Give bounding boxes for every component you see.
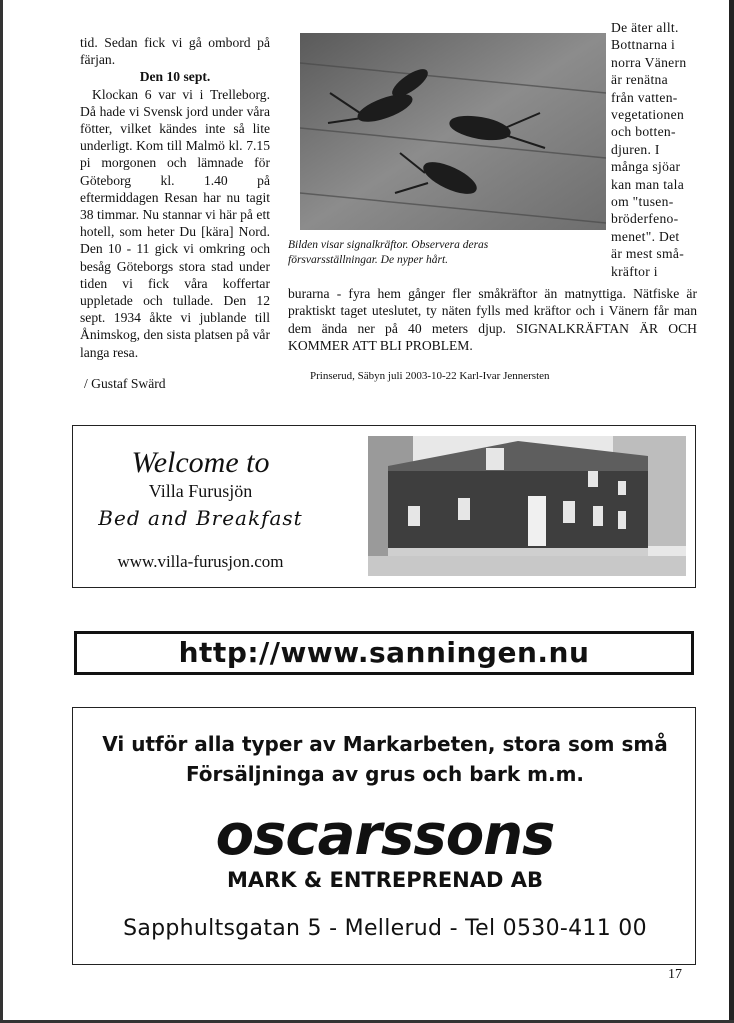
text-line: och botten- xyxy=(611,124,676,140)
article-paragraph: burarna - fyra hem gånger fler småkräftor än matnyttiga. Nätfiske är praktiskt taget uteslutet, ty näten fylls med kräftor och i Vänern får man dem ända ner på 40 meters djup. SIGNALKRÄFTAN ÄR OCH KOMMER ATT BLI PROBLEM. xyxy=(288,286,697,354)
sanningen-banner xyxy=(74,631,694,675)
article-signature: / Gustaf Swärd xyxy=(84,375,166,391)
text-line: vegetationen xyxy=(611,107,685,123)
text-line: kan man tala xyxy=(611,176,685,192)
scan-edge-left xyxy=(0,0,3,1023)
text-line: om "tusen- xyxy=(611,194,674,210)
text-line: från vatten- xyxy=(611,89,678,105)
ad-headline-2: Försäljninga av grus och bark m.m. xyxy=(185,762,585,786)
text-line: är renätna xyxy=(611,72,668,88)
text-line: De äter allt. xyxy=(611,20,679,35)
text-line: kräftor i xyxy=(611,263,658,279)
photo-caption: Bilden visar signalkräftor. Observera deras försvarsställningar. De nyper hårt. xyxy=(288,239,489,266)
oscarssons-ad xyxy=(72,707,696,965)
scan-edge-right xyxy=(729,0,734,1023)
crayfish-photo xyxy=(300,33,606,230)
text-line: djuren. I xyxy=(611,141,660,157)
date-heading: Den 10 sept. xyxy=(139,69,211,85)
text-line: menet". Det xyxy=(611,228,680,244)
banner-url[interactable]: http://www.sanningen.nu xyxy=(178,636,590,669)
article-paragraph: tid. Sedan fick vi gå ombord på färjan. xyxy=(80,35,270,68)
ad-company-subtitle: MARK & ENTREPRENAD AB xyxy=(226,868,544,892)
ad-welcome-text: Welcome to xyxy=(131,446,270,479)
article-paragraph: Klockan 6 var vi i Trelleborg. Då hade vi Svensk jord under våra fötter, vilket kändes inte så lite underligt. Kom till Malmö kl. 7.15 pi morgonen och lämnade för Göteborg kl. 1.40 på eftermiddagen Resan har nu tagit 38 timmar. Nu stannar vi här på ett hotell, som heter Du [kära] Nord. Den 10 - 11 gick vi omkring och besåg Göteborgs stora stad under tiden vi fick våra koffertar uppletade och tullade. Den 12 sept. 1934 åkte vi jublande till Ånimskog, den sista platsen på vår langa resa. xyxy=(80,86,270,360)
ad-headline: Vi utför alla typer av Markarbeten, stora som små xyxy=(102,732,668,756)
article-left-column xyxy=(80,34,270,392)
text-line: Bottnarna i xyxy=(611,37,676,53)
article-right-column xyxy=(611,19,697,280)
villa-house-photo xyxy=(368,436,686,576)
ad-address: Sapphultsgatan 5 - Mellerud - Tel 0530-411 00 xyxy=(123,916,647,941)
text-line: är mest små- xyxy=(611,246,685,262)
text-line: bröderfeno- xyxy=(611,211,679,227)
text-line: norra Vänern xyxy=(611,54,687,70)
villa-furusjon-ad xyxy=(72,425,696,588)
ad-url: www.villa-furusjon.com xyxy=(117,552,284,571)
text-line: många sjöar xyxy=(611,159,681,175)
oscarssons-logo: oscarssons xyxy=(215,803,555,868)
article-credit: Prinserud, Säbyn juli 2003-10-22 Karl-Ivar Jennersten xyxy=(310,370,550,382)
ad-tagline: Bed and Breakfast xyxy=(98,506,303,530)
page-number: 17 xyxy=(668,967,682,982)
ad-villa-name: Villa Furusjön xyxy=(148,481,253,501)
